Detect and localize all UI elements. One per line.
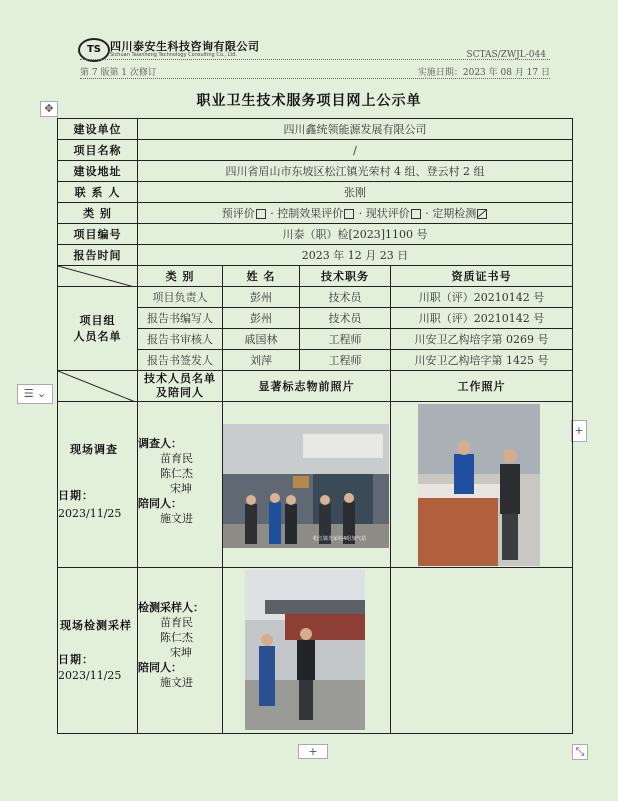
- option-regular-test: 定期检测: [432, 207, 477, 220]
- member-role: 报告书审核人: [138, 329, 223, 350]
- publicity-table: [57, 118, 573, 734]
- photo-header-row: [58, 371, 573, 402]
- member-role: 报告书编写人: [138, 308, 223, 329]
- diagonal-line: [58, 266, 138, 287]
- diagonal-cell: [58, 266, 138, 287]
- work-photo-header: 工作照片: [391, 371, 573, 402]
- add-row-icon[interactable]: +: [298, 744, 328, 759]
- member-name: 刘萍: [223, 350, 300, 371]
- company-logo: TS: [78, 38, 110, 62]
- member-title: 技术员: [300, 308, 391, 329]
- member-cert: 川职（评）20210142 号: [391, 287, 573, 308]
- address-value: 四川省眉山市东坡区松江镇光荣村 4 组、登云村 2 组: [138, 161, 573, 182]
- sampling-photo: [245, 570, 365, 730]
- sampler-name: 陈仁杰: [160, 631, 193, 644]
- table-row: [58, 245, 573, 266]
- companion-label: 陪同人：: [138, 661, 182, 674]
- member-cert: 川职（评）20210142 号: [391, 308, 573, 329]
- table-row: [58, 182, 573, 203]
- sampler-name: 苗育民: [160, 616, 193, 629]
- member-title: 工程师: [300, 329, 391, 350]
- checked-checkbox-icon[interactable]: [477, 209, 487, 219]
- staff-header-cert: 资质证书号: [391, 266, 573, 287]
- sampling-title-cell: [58, 568, 138, 734]
- survey-title-cell: [58, 402, 138, 568]
- investigator-name: 宋坤: [170, 482, 192, 495]
- member-cert: 川安卫乙构培字第 0269 号: [391, 329, 573, 350]
- samplers-label: 检测采样人：: [138, 601, 204, 614]
- staff-header-title: 技术职务: [300, 266, 391, 287]
- survey-landmark-photo-cell: [223, 402, 391, 568]
- work-photo: [418, 404, 540, 566]
- survey-date-label: 日期：: [58, 489, 94, 502]
- sampling-people: [138, 600, 223, 690]
- table-row: [58, 224, 573, 245]
- member-title: 工程师: [300, 350, 391, 371]
- survey-people-cell: [138, 402, 223, 568]
- staff-group-label-2: 人员名单: [73, 329, 122, 343]
- photo-caption: 松江镇光荣村4组加气站: [313, 536, 367, 542]
- table-row: [58, 119, 573, 140]
- table-move-handle-icon[interactable]: ✥: [40, 101, 58, 117]
- survey-row: [58, 402, 573, 568]
- sampling-date: 2023/11/25: [58, 669, 122, 682]
- survey-date: 2023/11/25: [58, 507, 122, 520]
- company-name: 四川泰安生科技咨询有限公司: [110, 40, 260, 53]
- sampler-name: 宋坤: [170, 646, 192, 659]
- staff-companion-header-2: 及陪同人: [156, 386, 204, 399]
- diagonal-cell: [58, 371, 138, 402]
- header-divider-bottom: [80, 78, 550, 79]
- sampling-date-label: 日期：: [58, 653, 94, 666]
- member-cert: 川安卫乙构培字第 1425 号: [391, 350, 573, 371]
- checkbox-icon[interactable]: [256, 209, 266, 219]
- document-code: SCTAS/ZWJL-044: [466, 50, 546, 60]
- companion-label: 陪同人：: [138, 497, 182, 510]
- header-divider: [80, 59, 550, 60]
- address-label: 建设地址: [58, 161, 138, 182]
- company-name-en: Sichuan Taianheng Technology Consulting Co., Ltd.: [110, 52, 238, 58]
- member-name: 彭州: [223, 308, 300, 329]
- companion-name: 施文进: [160, 676, 193, 689]
- survey-title: 现场调查: [70, 443, 118, 456]
- number-value: 川泰（职）检[2023]1100 号: [138, 224, 573, 245]
- add-column-icon[interactable]: +: [571, 420, 587, 442]
- project-value: /: [138, 140, 573, 161]
- staff-companion-header: [138, 371, 223, 402]
- staff-companion-header-1: 技术人员名单: [144, 372, 216, 385]
- contact-value: 张刚: [138, 182, 573, 203]
- implement-date: 实施日期：2023 年 08 月 17 日: [417, 68, 550, 78]
- sampling-title: 现场检测采样: [60, 619, 132, 632]
- sampling-row: [58, 568, 573, 734]
- investigator-name: 苗育民: [160, 452, 193, 465]
- sampling-empty-cell: [391, 568, 573, 734]
- project-label: 项目名称: [58, 140, 138, 161]
- unit-label: 建设单位: [58, 119, 138, 140]
- staff-header-row: [58, 266, 573, 287]
- option-status-eval: 现状评价: [365, 207, 410, 220]
- report-time-value: 2023 年 12 月 23 日: [138, 245, 573, 266]
- table-row: [58, 287, 573, 308]
- option-pre-eval: 预评价: [221, 207, 255, 220]
- sampling-people-cell: [138, 568, 223, 734]
- table-row: [58, 161, 573, 182]
- table-resize-handle-icon[interactable]: ⤡: [572, 744, 588, 760]
- number-label: 项目编号: [58, 224, 138, 245]
- landmark-photo: [223, 424, 389, 548]
- investigators-label: 调查人：: [138, 437, 182, 450]
- member-name: 彭州: [223, 287, 300, 308]
- contact-label: 联 系 人: [58, 182, 138, 203]
- member-name: 戚国林: [223, 329, 300, 350]
- option-control-eval: 控制效果评价: [277, 207, 344, 220]
- survey-people: [138, 436, 223, 526]
- checkbox-icon[interactable]: [344, 209, 354, 219]
- report-time-label: 报告时间: [58, 245, 138, 266]
- sampling-photo-cell: [223, 568, 391, 734]
- layout-options-icon[interactable]: ☰ ⌄: [17, 384, 53, 404]
- survey-work-photo-cell: [391, 402, 573, 568]
- checkbox-icon[interactable]: [411, 209, 421, 219]
- edition-text: 第 7 版第 1 次修订: [80, 68, 157, 78]
- staff-header-role: 类 别: [138, 266, 223, 287]
- member-role: 报告书签发人: [138, 350, 223, 371]
- page-title: 职业卫生技术服务项目网上公示单: [196, 93, 422, 109]
- category-label: 类 别: [58, 203, 138, 224]
- member-title: 技术员: [300, 287, 391, 308]
- table-row: [58, 140, 573, 161]
- table-row: [58, 203, 573, 224]
- member-role: 项目负责人: [138, 287, 223, 308]
- staff-group-label-1: 项目组: [79, 313, 116, 327]
- staff-group-label: [58, 287, 138, 371]
- category-options: 预评价 · 控制效果评价 · 现状评价 · 定期检测: [138, 203, 573, 224]
- diagonal-line: [58, 371, 138, 402]
- companion-name: 施文进: [160, 512, 193, 525]
- landmark-photo-header: 显著标志物前照片: [223, 371, 391, 402]
- unit-value: 四川鑫统领能源发展有限公司: [138, 119, 573, 140]
- staff-header-name: 姓 名: [223, 266, 300, 287]
- investigator-name: 陈仁杰: [160, 467, 193, 480]
